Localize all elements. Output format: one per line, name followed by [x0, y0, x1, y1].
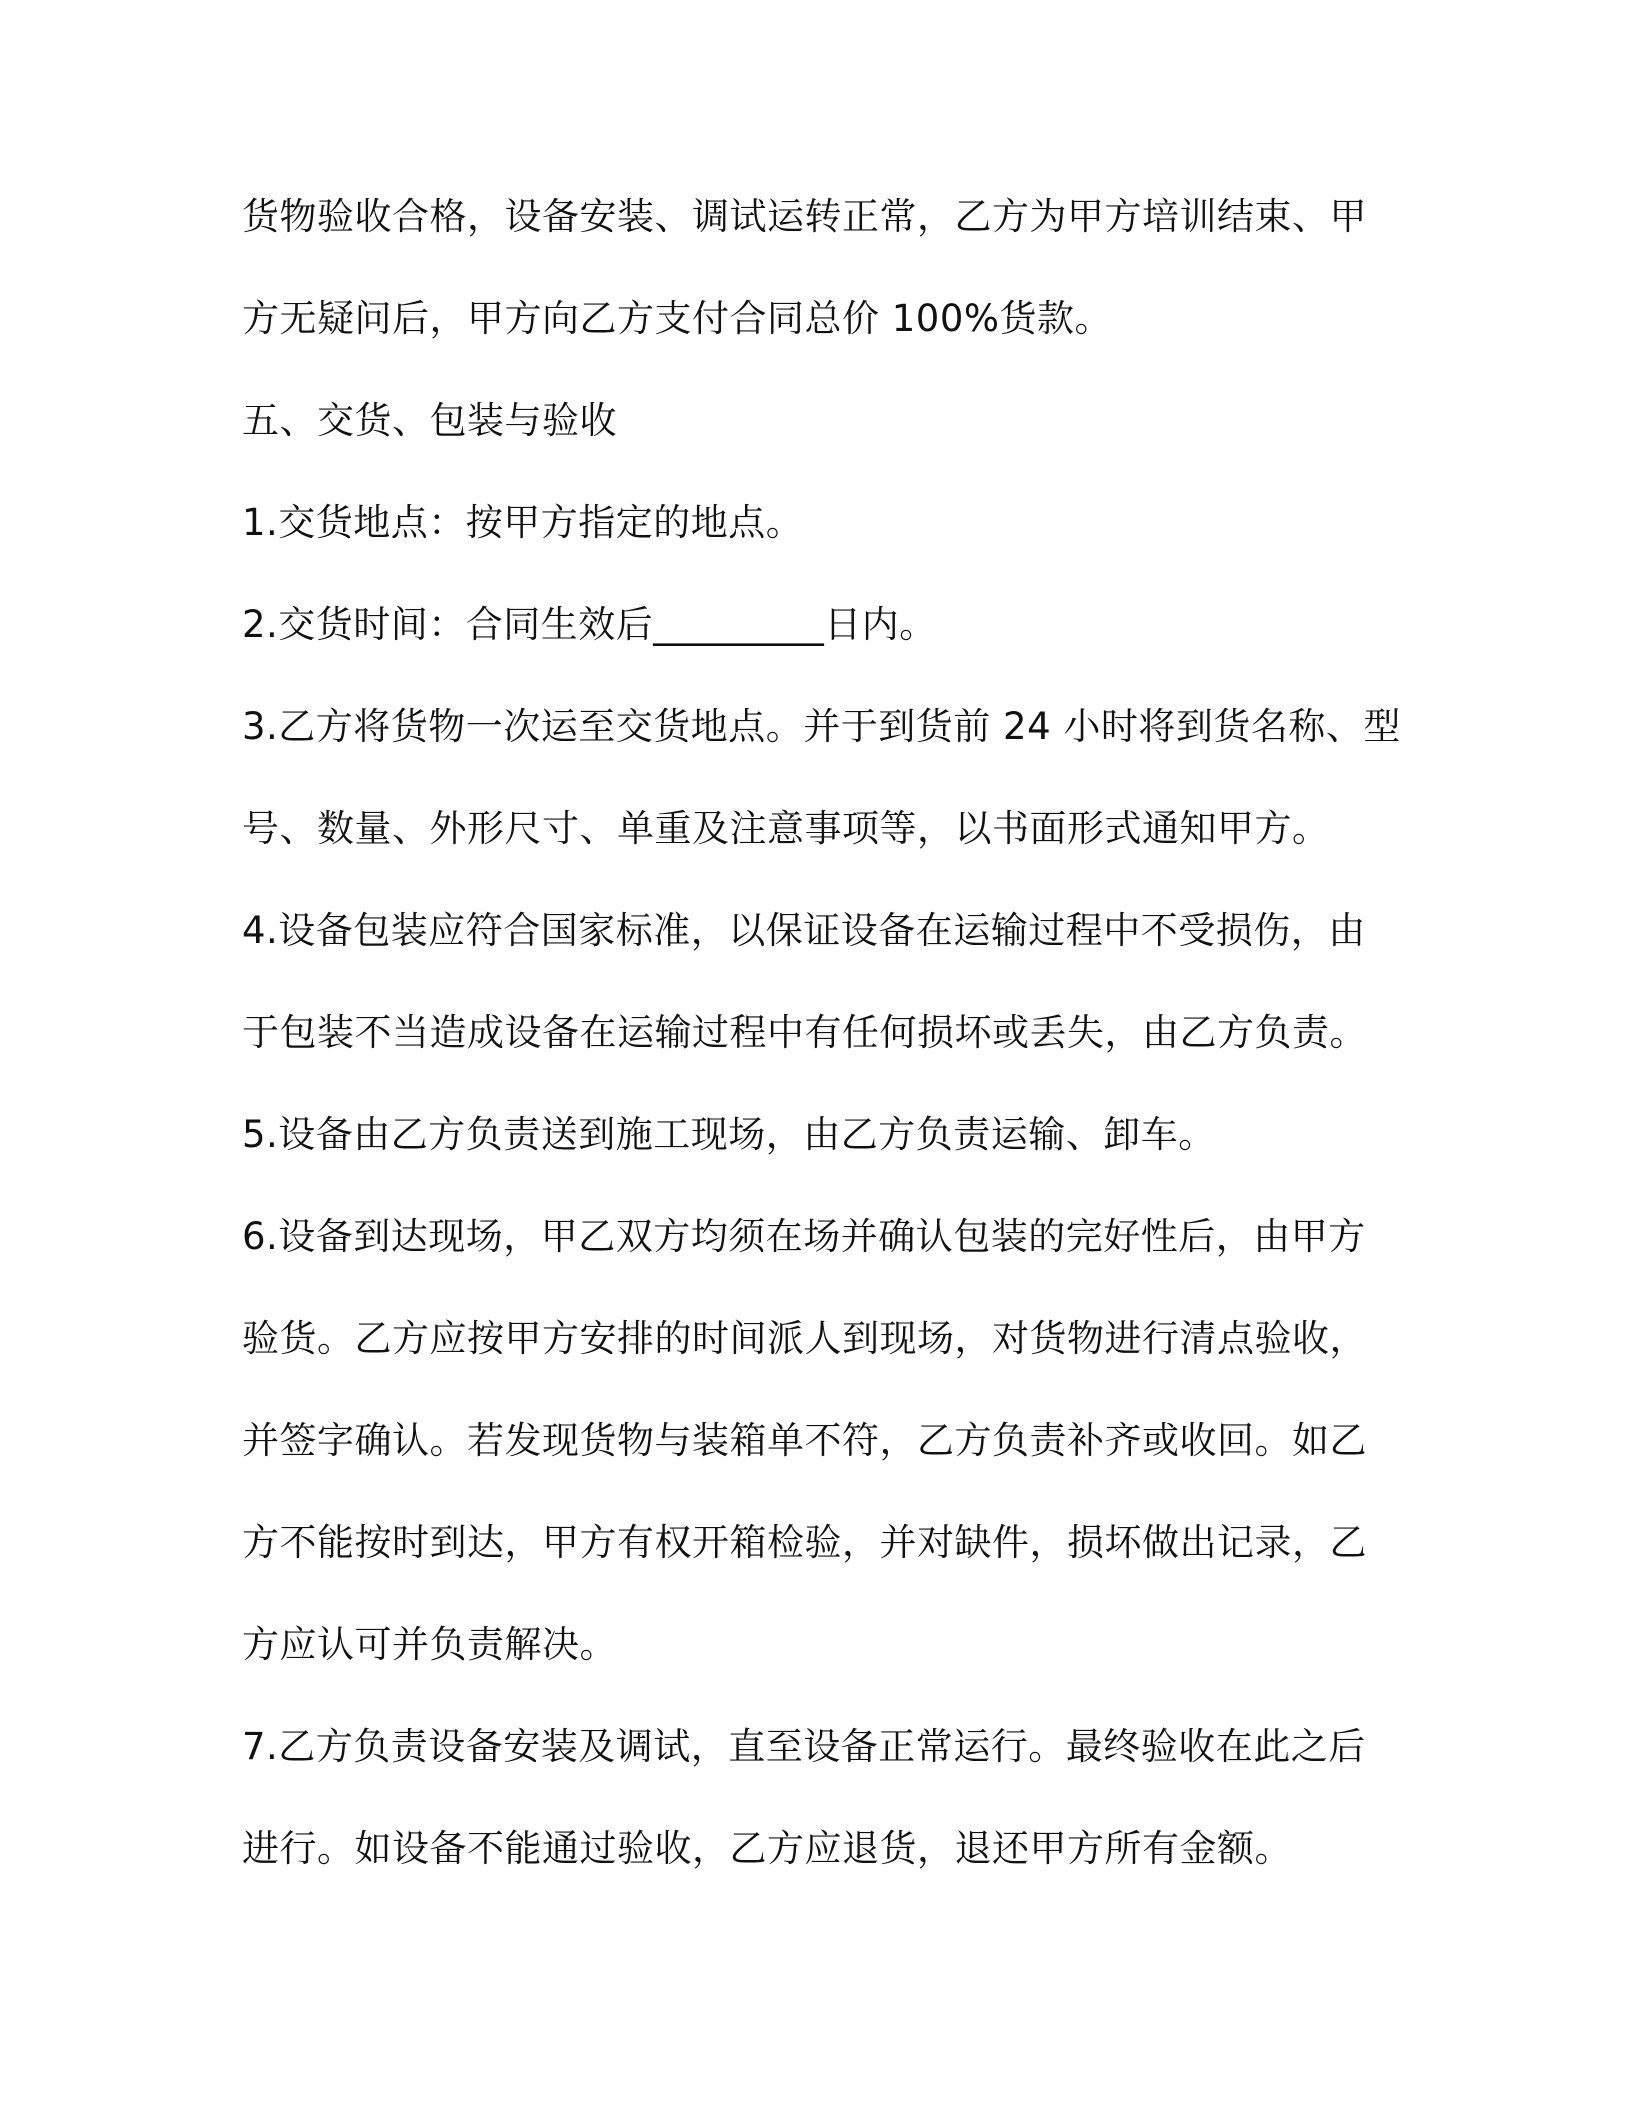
text-line: 进行。如设备不能通过验收，乙方应退货，退还甲方所有金额。 [242, 1827, 1292, 1870]
clause-4: 4.设备包装应符合国家标准，以保证设备在运输过程中不受损伤，由 [242, 909, 1366, 952]
text-line: 方不能按时到达，甲方有权开箱检验，并对缺件，损坏做出记录，乙 [242, 1521, 1367, 1564]
section-heading: 五、交货、包装与验收 [242, 399, 617, 442]
text-line: 于包装不当造成设备在运输过程中有任何损坏或丢失，由乙方负责。 [242, 1011, 1367, 1054]
clause-7: 7.乙方负责设备安装及调试，直至设备正常运行。最终验收在此之后 [242, 1725, 1366, 1768]
text-line: 并签字确认。若发现货物与装箱单不符，乙方负责补齐或收回。如乙 [242, 1419, 1367, 1462]
text-line: 方无疑问后，甲方向乙方支付合同总价 100%货款。 [242, 297, 1113, 340]
document-body [242, 188, 1402, 1922]
text-line: 方应认可并负责解决。 [242, 1623, 617, 1666]
clause-5: 5.设备由乙方负责送到施工现场，由乙方负责运输、卸车。 [242, 1113, 1216, 1156]
text-line: 号、数量、外形尺寸、单重及注意事项等，以书面形式通知甲方。 [242, 807, 1330, 850]
text-line: 验货。乙方应按甲方安排的时间派人到现场，对货物进行清点验收， [242, 1317, 1367, 1360]
clause-6: 6.设备到达现场，甲乙双方均须在场并确认包装的完好性后，由甲方 [242, 1215, 1366, 1258]
clause-2: 2.交货时间：合同生效后_________日内。 [242, 603, 937, 646]
text-line: 货物验收合格，设备安装、调试运转正常，乙方为甲方培训结束、甲 [242, 195, 1367, 238]
clause-1: 1.交货地点：按甲方指定的地点。 [242, 501, 804, 544]
clause-3: 3.乙方将货物一次运至交货地点。并于到货前 24 小时将到货名称、型 [242, 705, 1401, 748]
